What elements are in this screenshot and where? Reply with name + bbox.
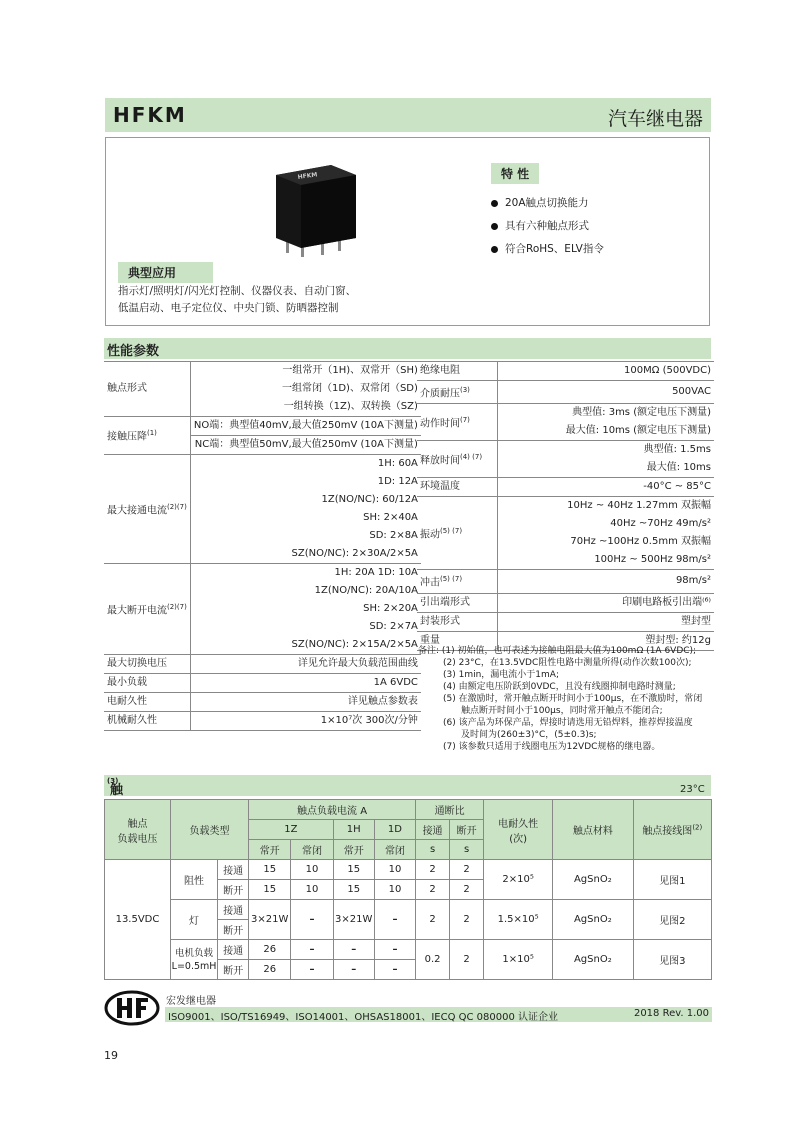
bullet-icon — [491, 223, 498, 230]
bullet-icon — [491, 246, 498, 253]
feature-item: 符合RoHS、ELV指令 — [491, 241, 604, 256]
model-name: HFKM — [113, 103, 187, 127]
contact-heading-bar — [104, 775, 711, 796]
table-row: 断开 — [105, 920, 712, 940]
page-title: 汽车继电器 — [607, 108, 703, 130]
contact-heading: 触 $^{(3)}$ — [107, 777, 124, 798]
applications-heading: 典型应用 — [118, 262, 213, 283]
applications-text: 指示灯/照明灯/闪光灯控制、仪器仪表、自动门窗、 低温启动、电子定位仪、中央门锁、防晒器控制 — [118, 285, 357, 314]
feature-item: 具有六种触点形式 — [491, 218, 589, 233]
header-bar — [105, 98, 711, 132]
certifications: ISO9001、ISO/TS16949、ISO14001、OHSAS18001、IECQ QC 080000 认证企业 — [168, 1012, 559, 1023]
contact-table: 触点 负载电压 负载类型 触点负载电流 A 通断比 电耐久性 (次) 触点材料 触点接线图$^{(2)}$ 1Z 1H 1D 接通 断开 常开 常闭 常开 常闭 s s 13.5VDC 阻性 接通 15 10 15 10 2 2 2×10⁵ AgSnO₂ 见图1 断开 15 10 15 10 2 2 灯 接通 3×21W – 3×21W – 2 2 1.5×10⁵ AgSnO₂ 见图2 断开 电机负载 L=0.5mH 接通 26 – – – 0.2 2 1×10⁵ AgSnO₂ 见图3 断开 26 – – – — [104, 799, 712, 980]
footer-bar — [165, 1007, 712, 1022]
feature-item: 20A触点切换能力 — [491, 195, 589, 210]
param-label: 触点形式 — [104, 362, 190, 417]
table-row: 13.5VDC 阻性 接通 15 10 15 10 2 2 2×10⁵ AgSnO₂ 见图1 — [105, 860, 712, 880]
performance-table-left: 触点形式 一组常开（1H)、双常开（SH) 一组常闭（1D)、双常闭（SD) 一组转换（1Z)、双转换（SZ) 接触压降$^{(1)}$ NO端：典型值40mV,最大值250mV (10A下测量) NC端：典型值50mV,最大值250mV (10A下测量) 最大接通电流$^{(2)(7)}$ 1H: 60A 1D: 12A 1Z(NO/NC): 60/12A SH: 2×40A SD: 2×8A SZ(NO/NC): 2×30A/2×5A 最大断开电流$^{(2)(7)}$ 1H: 20A 1D: 10A 1Z(NO/NC): 20A/10A SH: 2×20A SD: 2×7A SZ(NO/NC): 2×15A/2×5A 最大切换电压 详见允许最大负载范围曲线 最小负载 1A 6VDC 电耐久性 详见触点参数表 机械耐久性 1×10⁷次 300次/分钟 — [104, 361, 421, 731]
features-heading: 特 性 — [491, 163, 539, 184]
performance-table-right: 绝缘电阻 100MΩ (500VDC) 介质耐压$^{(3)}$ 500VAC 动作时间$^{(7)}$ 典型值: 3ms (额定电压下测量) 最大值: 10ms (额定电压下测量) 释放时间$^{(4) (7)}$ 典型值: 1.5ms 最大值: 10ms 环境温度 -40°C ~ 85°C 振动$^{(5) (7)}$ 10Hz ~ 40Hz 1.27mm 双振幅 40Hz ~70Hz 49m/s² 70Hz ~100Hz 0.5mm 双振幅 100Hz ~ 500Hz 98m/s² 冲击$^{(5) (7)}$ 98m/s² 引出端形式 印刷电路板引出端⁽⁶⁾ 封装形式 塑封型 重量 塑封型: 约12g — [417, 361, 714, 651]
company-name: 宏发继电器 — [166, 996, 216, 1007]
table-row: 灯 接通 3×21W – 3×21W – 2 2 1.5×10⁵ AgSnO₂ 见图2 — [105, 900, 712, 920]
table-row: 断开 15 10 15 10 2 2 — [105, 880, 712, 900]
table-row: 电机负载 L=0.5mH 接通 26 – – – 0.2 2 1×10⁵ AgSnO₂ 见图3 — [105, 940, 712, 960]
ambient-temp: 23°C — [680, 784, 705, 795]
intro-box — [105, 137, 710, 326]
header-contact-voltage: 触点 负载电压 — [105, 800, 171, 860]
performance-heading: 性能参数 — [107, 344, 160, 359]
hongfa-logo-icon — [104, 990, 160, 1026]
bullet-icon — [491, 200, 498, 207]
voltage-cell: 13.5VDC — [105, 860, 171, 980]
performance-heading-bar — [104, 338, 711, 359]
performance-notes: 备注: (1) 初始值，也可表述为接触电阻最大值为100mΩ (1A 6VDC); (2) 23°C，在13.5VDC阻性电路中测量所得(动作次数100次); (3) 1min，漏电流小于1mA; (4) 由额定电压阶跃到0VDC，且没有线圈抑制电路时测量; (5) 在激励时，常开触点断开时间小于100μs，在不激励时，常闭 触点断开时间小于100μs，同时常开触点不能闭合; (6) 该产品为环保产品，焊接时请选用无铅焊料，推荐焊接温度 及时间为(260±3)°C，(5±0.3)s; (7) 该参数只适用于线圈电压为12VDC规格的继电器。 — [418, 646, 703, 752]
param-label: 最大断开电流$^{(2)(7)}$ — [104, 564, 190, 655]
param-label: 接触压降$^{(1)}$ — [104, 417, 190, 455]
page-number: 19 — [104, 1049, 118, 1062]
revision: 2018 Rev. 1.00 — [633, 1008, 709, 1019]
param-label: 最大接通电流$^{(2)(7)}$ — [104, 455, 190, 564]
svg-text:HFKM: HFKM — [297, 171, 318, 181]
relay-product-image — [276, 163, 356, 263]
table-row: 断开 26 – – – — [105, 960, 712, 980]
